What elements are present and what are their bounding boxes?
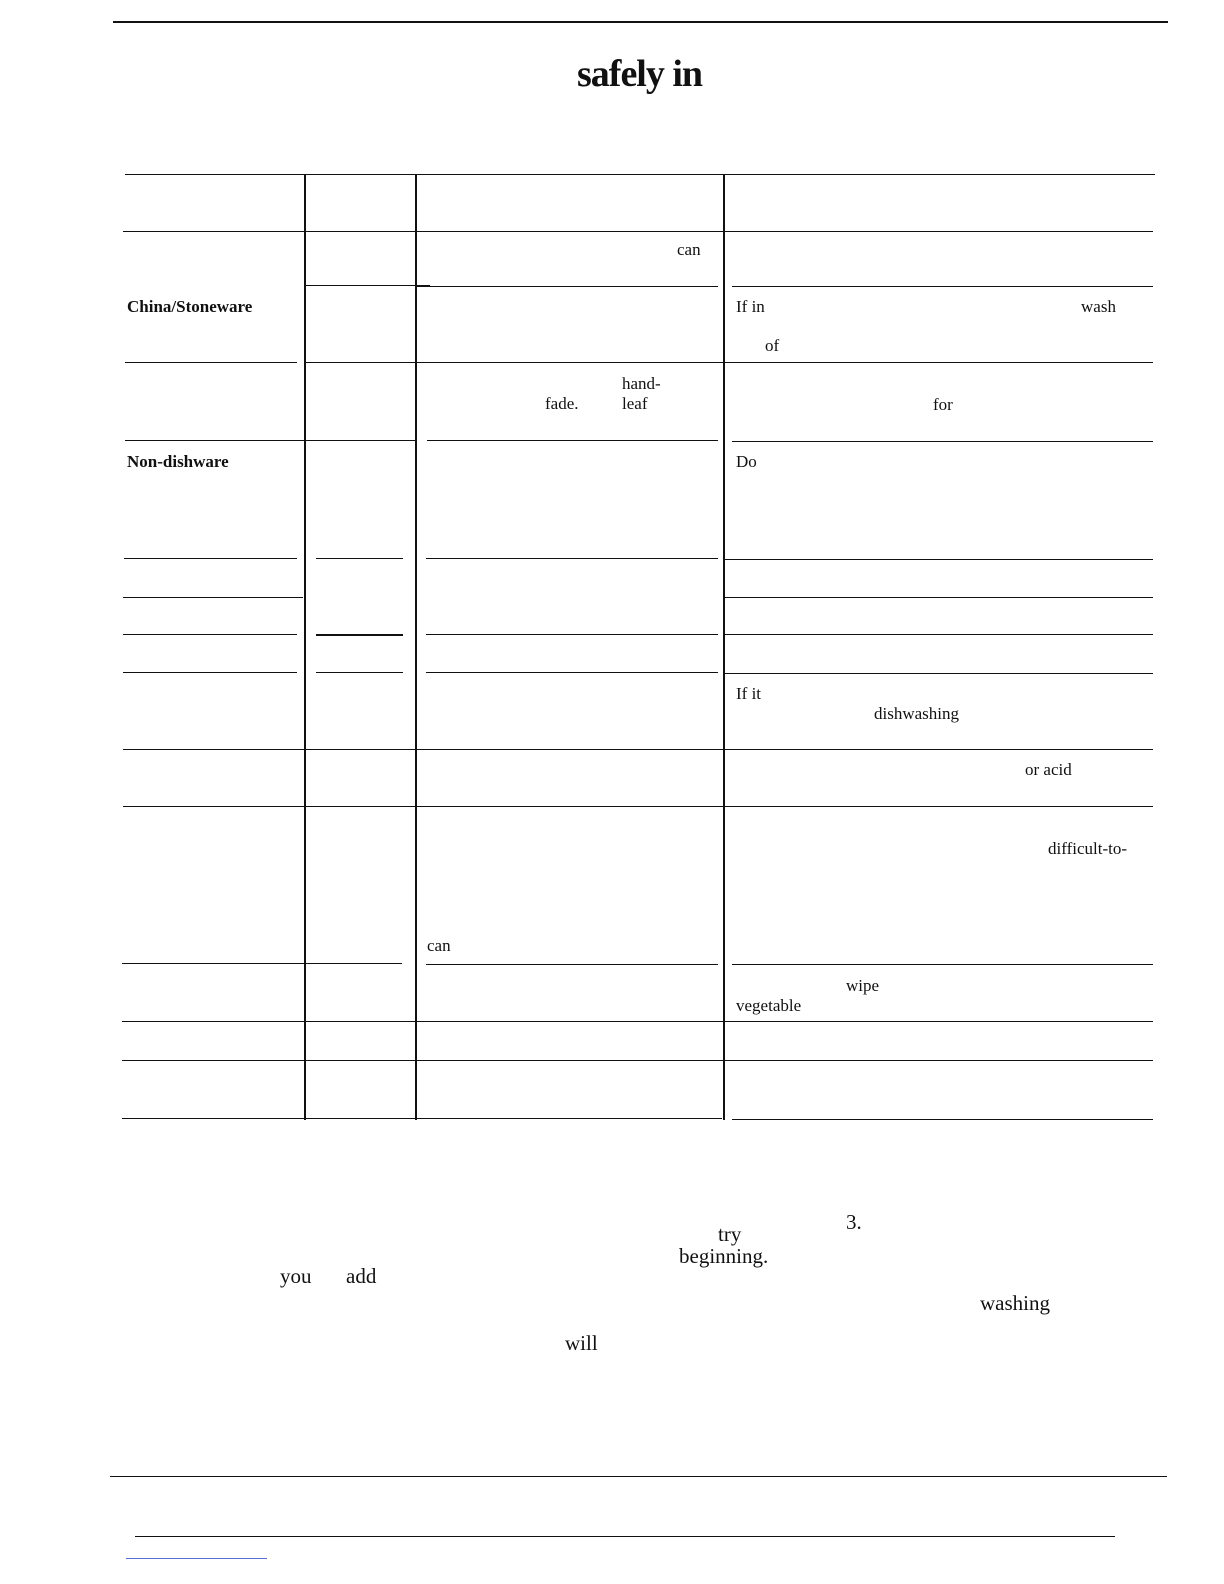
table-col-divider-2 <box>415 175 417 1120</box>
cell-text: or acid <box>1025 760 1072 779</box>
table-row-line <box>123 231 1153 232</box>
cell-text: dishwashing <box>874 704 959 723</box>
row-label-china-stoneware: China/Stoneware <box>127 297 253 316</box>
table-row-line <box>123 597 303 598</box>
table-bottom-line <box>732 1119 1153 1120</box>
body-text: will <box>565 1331 598 1355</box>
body-text: washing <box>980 1291 1050 1315</box>
table-row-line <box>426 672 718 673</box>
table-row-line <box>305 285 430 286</box>
table-row-line <box>732 286 1153 287</box>
cell-text: hand- <box>622 374 661 393</box>
table-row-line <box>723 597 1153 598</box>
cell-text: fade. <box>545 394 579 413</box>
table-row-line <box>426 964 718 965</box>
cell-text: Do <box>736 452 757 471</box>
table-row-line <box>723 673 1153 674</box>
cell-text: If in <box>736 297 765 316</box>
table-row-line <box>426 558 718 559</box>
cell-text: difficult-to- <box>1048 839 1127 858</box>
table-col-divider-1 <box>304 175 306 1120</box>
table-row-line <box>316 634 403 636</box>
table-row-line <box>125 362 297 363</box>
table-row-line <box>123 634 297 635</box>
table-row-line <box>732 964 1153 965</box>
bottom-rule <box>110 1476 1167 1477</box>
table-row-line <box>122 1060 1153 1061</box>
table-row-line <box>723 559 1153 560</box>
cell-text: vegetable <box>736 996 802 1015</box>
cell-text: If it <box>736 684 762 703</box>
table-row-line <box>123 672 297 673</box>
top-rule <box>113 21 1168 23</box>
body-text: you <box>280 1264 312 1288</box>
table-row-line <box>123 806 1153 807</box>
body-text: 3. <box>846 1210 862 1234</box>
table-row-line <box>125 440 415 441</box>
cell-text: can <box>677 240 701 259</box>
cell-text: of <box>765 336 780 355</box>
footer-rule <box>135 1536 1115 1537</box>
cell-text: can <box>427 936 451 955</box>
table-row-line <box>732 441 1153 442</box>
body-text: add <box>346 1264 377 1288</box>
cell-text: for <box>933 395 953 414</box>
footer-link-underline <box>126 1558 267 1559</box>
table-top-line <box>125 174 1155 175</box>
table-row-line <box>426 634 718 635</box>
table-row-line <box>122 963 402 964</box>
page-title: safely in <box>577 53 703 95</box>
row-label-non-dishware: Non-dishware <box>127 452 229 471</box>
body-text: beginning. <box>679 1244 769 1268</box>
cell-text: leaf <box>622 394 648 413</box>
table-row-line <box>124 558 297 559</box>
table-col-divider-3 <box>723 175 725 1120</box>
table-row-line <box>316 558 403 559</box>
body-text: try <box>718 1222 742 1246</box>
table-row-line <box>305 362 1153 363</box>
table-row-line <box>316 672 403 673</box>
table-row-line <box>427 440 718 441</box>
table-bottom-line <box>122 1118 722 1119</box>
table-row-line <box>416 286 718 287</box>
cell-text: wash <box>1081 297 1116 316</box>
table-row-line <box>122 1021 1153 1022</box>
cell-text: wipe <box>846 976 880 995</box>
table-row-line <box>723 634 1153 635</box>
table-row-line <box>123 749 1153 750</box>
